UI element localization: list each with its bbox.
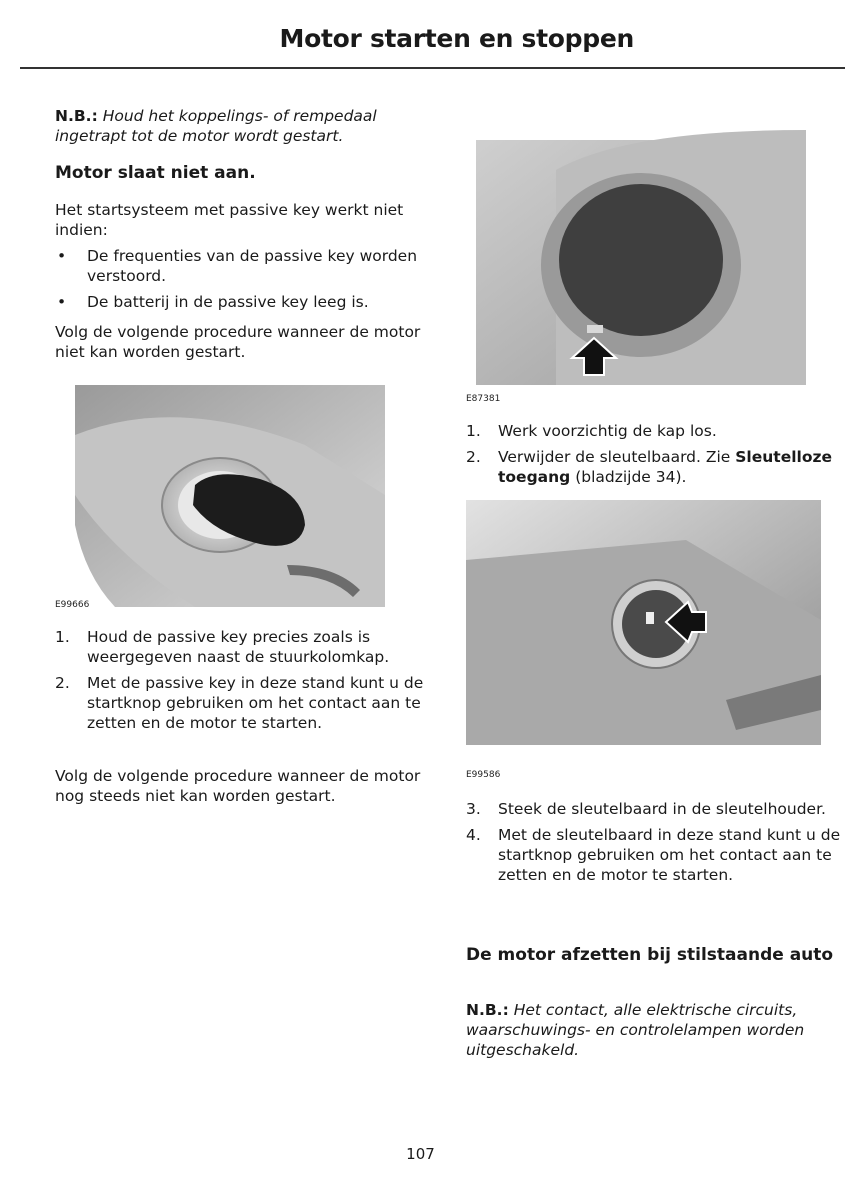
steps-list bbox=[55, 627, 430, 739]
step-text: Met de passive key in deze stand kunt u de startknop gebruiken om het contact aan te zetten en de motor te starten. bbox=[87, 674, 424, 732]
list-item bbox=[466, 421, 841, 441]
note-paragraph bbox=[466, 1000, 846, 1060]
note-text: Houd het koppelings- of rempedaal ingetrapt tot de motor wordt gestart. bbox=[55, 107, 377, 145]
step-number: 2. bbox=[466, 448, 481, 466]
list-item bbox=[55, 627, 430, 667]
bullet-text: De batterij in de passive key leeg is. bbox=[87, 293, 369, 311]
note-text: Het contact, alle elektrische circuits, waarschuwings- en controlelampen worden uitgeschakeld. bbox=[466, 1001, 805, 1059]
intro-paragraph: Het startsysteem met passive key werkt niet indien: bbox=[55, 201, 404, 239]
note-paragraph bbox=[55, 106, 425, 146]
figure-key-holder bbox=[466, 500, 821, 745]
step-number: 3. bbox=[466, 800, 481, 818]
figure-caption: E87381 bbox=[466, 394, 501, 404]
step-number: 4. bbox=[466, 826, 481, 844]
header-divider bbox=[20, 67, 845, 69]
step-text: Met de sleutelbaard in deze stand kunt u de startknop gebruiken om het contact aan te zetten en de motor te starten. bbox=[498, 826, 841, 884]
section-heading: De motor afzetten bij stilstaande auto bbox=[466, 945, 834, 965]
note-label: N.B.: bbox=[55, 107, 98, 125]
note-label: N.B.: bbox=[466, 1001, 509, 1019]
page-title: Motor starten en stoppen bbox=[279, 24, 634, 53]
section-heading: Motor slaat niet aan. bbox=[55, 163, 256, 183]
procedure-paragraph: Volg de volgende procedure wanneer de motor niet kan worden gestart. bbox=[55, 323, 421, 361]
cross-reference-link[interactable]: Sleutelloze toegang bbox=[498, 448, 833, 486]
step-number: 1. bbox=[466, 422, 481, 440]
list-item bbox=[55, 673, 430, 733]
step-text: Werk voorzichtig de kap los. bbox=[498, 422, 717, 440]
steps-list bbox=[466, 799, 846, 891]
figure-caption: E99666 bbox=[55, 600, 90, 610]
cap-illustration bbox=[466, 130, 806, 385]
bullet-marker: • bbox=[57, 247, 67, 265]
step-text: Houd de passive key precies zoals is weergegeven naast de stuurkolomkap. bbox=[87, 628, 390, 666]
passive-key-illustration bbox=[55, 375, 395, 607]
figure-cap bbox=[466, 130, 806, 385]
bullet-marker: • bbox=[57, 293, 67, 311]
list-item bbox=[55, 292, 425, 312]
key-holder-illustration bbox=[466, 500, 821, 745]
list-item bbox=[55, 246, 425, 286]
list-item bbox=[466, 447, 841, 487]
bullet-list bbox=[55, 246, 425, 318]
step-text: Steek de sleutelbaard in de sleutelhouder. bbox=[498, 800, 826, 818]
steps-list bbox=[466, 421, 841, 493]
bullet-text: De frequenties van de passive key worden verstoord. bbox=[87, 247, 418, 285]
list-item bbox=[466, 825, 846, 885]
page-number: 107 bbox=[406, 1145, 435, 1163]
step-text: Verwijder de sleutelbaard. Zie bbox=[498, 448, 736, 466]
step-number: 1. bbox=[55, 628, 70, 646]
figure-caption: E99586 bbox=[466, 770, 501, 780]
step-text: (bladzijde 34). bbox=[570, 468, 687, 486]
procedure-paragraph: Volg de volgende procedure wanneer de motor nog steeds niet kan worden gestart. bbox=[55, 767, 421, 805]
step-number: 2. bbox=[55, 674, 70, 692]
list-item bbox=[466, 799, 846, 819]
figure-passive-key bbox=[55, 375, 395, 607]
